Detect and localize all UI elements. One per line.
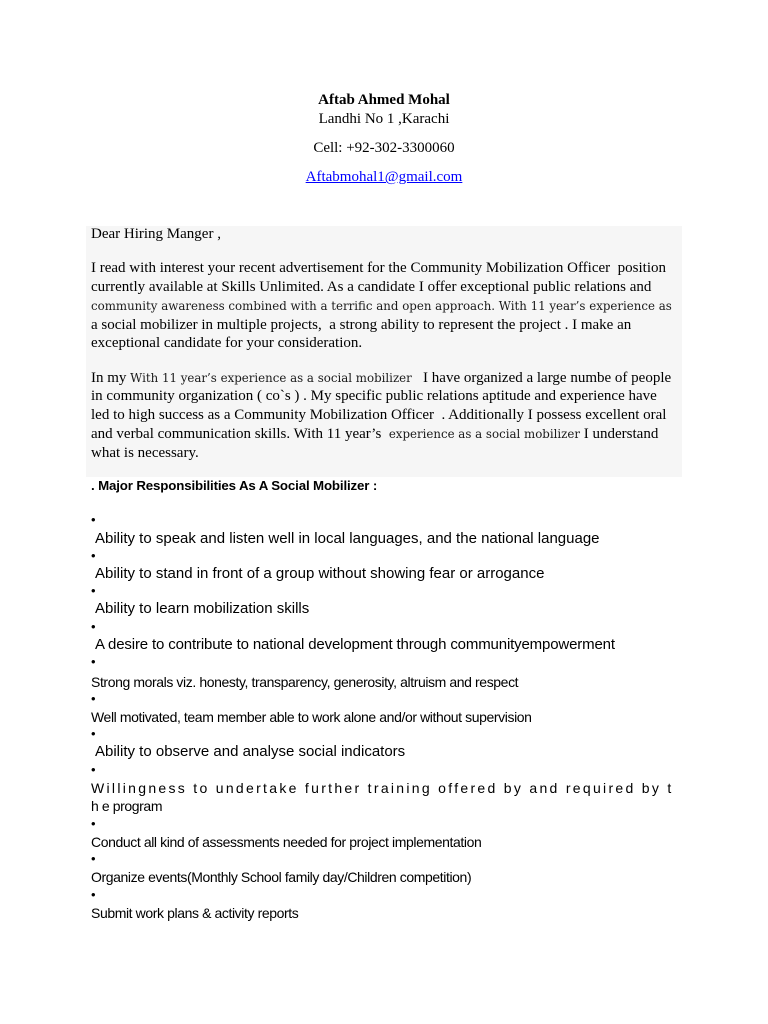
email-link[interactable]: Aftabmohal1@gmail.com [305, 169, 463, 185]
paragraph-line [91, 387, 657, 405]
list-item-text: Ability to speak and listen well in local languages, and the national language [95, 530, 600, 547]
paragraph-line [91, 406, 666, 424]
paragraph-line [91, 425, 658, 443]
list-item-text: Well motivated, team member able to work alone and/or without supervision [91, 709, 532, 725]
list-item-text: Strong morals viz. honesty, transparency, generosity, altruism and respect [91, 674, 519, 690]
paragraph-line: community awareness combined with a terrific and open approach. With 11 year’s experience as [91, 299, 672, 313]
bullet-marker: • [91, 691, 96, 706]
paragraph-line: a social mobilizer in multiple projects, a strong ability to represent the project . I make an [91, 317, 632, 333]
list-item-text: Ability to stand in front of a group without showing fear or arrogance [95, 565, 545, 582]
bullet-marker: • [91, 583, 96, 598]
bullet-marker: • [91, 512, 96, 527]
list-item-text: Ability to observe and analyse social indicators [95, 743, 406, 760]
text-segment: In my [91, 370, 131, 386]
sender-address: Landhi No 1 ,Karachi [318, 111, 450, 127]
list-item-text-continued: h e program [91, 798, 163, 814]
paragraph-line: I read with interest your recent advertisement for the Community Mobilization Officer position [91, 260, 666, 276]
paragraph-line [91, 444, 199, 462]
text-segment: I understand [580, 426, 659, 442]
bullet-marker: • [91, 762, 96, 777]
bullet-marker: • [91, 654, 96, 669]
list-item-text: Conduct all kind of assessments needed for project implementation [91, 834, 482, 850]
salutation: Dear Hiring Manger , [91, 226, 221, 242]
list-item-text: Willingness to undertake further training offered by and required by t [91, 780, 674, 796]
list-item-text: Ability to learn mobilization skills [95, 600, 310, 617]
sender-name: Aftab Ahmed Mohal [318, 92, 450, 108]
bullet-marker: • [91, 851, 96, 866]
paragraph-line [91, 369, 671, 387]
sender-cell: Cell: +92-302-3300060 [313, 140, 455, 156]
paragraph-line: exceptional candidate for your consideration. [91, 335, 363, 351]
text-segment: With 11 year’s experience as a social mobilizer [130, 371, 412, 385]
text-segment: what is necessary. [91, 445, 199, 461]
email-row [0, 168, 768, 186]
bullet-marker: • [91, 887, 96, 902]
bullet-marker: • [91, 619, 96, 634]
list-item-text: A desire to contribute to national development through communityempowerment [95, 636, 615, 653]
text-segment: experience as a social mobilizer [388, 427, 581, 441]
list-item-text: Organize events(Monthly School family day/Children competition) [91, 869, 472, 885]
text-segment: led to high success as a Community Mobilization Officer . Additionally I possess excellent oral [91, 407, 667, 423]
text-segment: and verbal communication skills. With 11 year’s [91, 426, 389, 442]
list-item-text: Submit work plans & activity reports [91, 905, 299, 921]
paragraph-line: currently available at Skills Unlimited. As a candidate I offer exceptional public relations and [91, 279, 652, 295]
text-segment: in community organization ( co`s ) . My specific public relations aptitude and experience have [91, 388, 657, 404]
bullet-marker: • [91, 816, 96, 831]
section-heading: . Major Responsibilities As A Social Mobilizer : [91, 478, 378, 493]
text-segment: I have organized a large numbe of people [411, 370, 672, 386]
bullet-marker: • [91, 548, 96, 563]
bullet-marker: • [91, 726, 96, 741]
